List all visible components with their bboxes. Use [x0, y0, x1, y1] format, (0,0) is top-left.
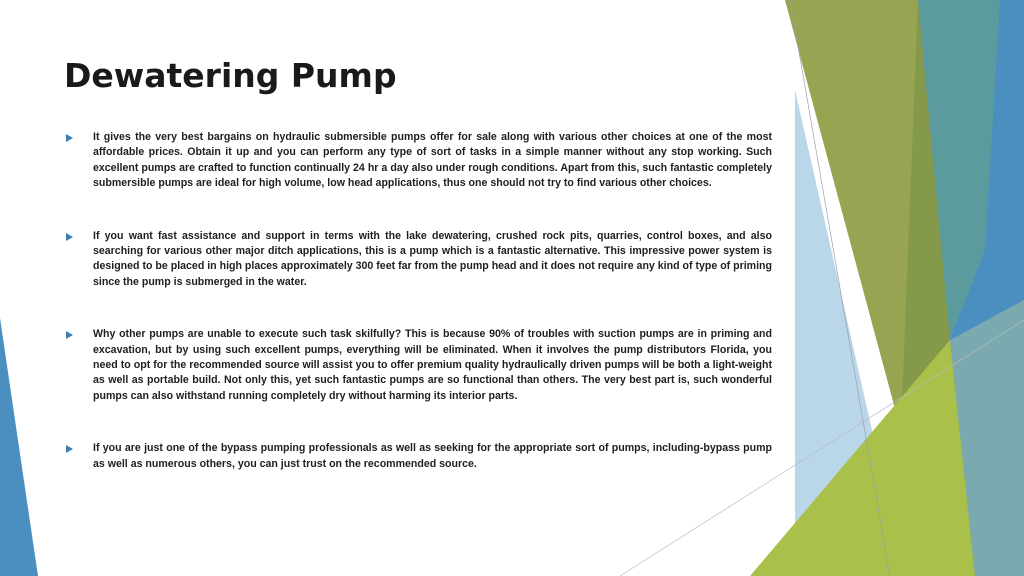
- bullet-text: Why other pumps are unable to execute such task skilfully? This is because 90% of troubles with suction pumps are in priming and excavation, but by using such excellent pumps, everything will be eliminated. When it involves the pump distributors Florida, you need to opt for the recommended source will assist you to offer premium quality hydraulically driven pumps will be both a light-weight as well as portable build. Not only this, yet such fantastic pumps are so functional than others. The very best part is, such wonderful pumps can also withstand running completely dry without harming its interior parts.: [93, 328, 772, 402]
- bullet-item: [64, 441, 772, 472]
- bullet-item: [64, 130, 772, 192]
- bullet-item: [64, 327, 772, 404]
- bullet-item: [64, 229, 772, 291]
- bullet-text: If you are just one of the bypass pumping professionals as well as seeking for the appropriate sort of pumps, including-bypass pump as well as numerous others, you can just trust on the recommended source.: [93, 442, 772, 470]
- bullet-text: If you want fast assistance and support in terms with the lake dewatering, crushed rock pits, quarries, control boxes, and also searching for various other major ditch applications, this is a pump which is a fantastic alternative. This impressive power system is designed to be placed in high places approximately 300 feet far from the pump head and it does not require any kind of type of priming since the pump is submerged in the water.: [93, 229, 772, 288]
- lime-facet: [750, 340, 975, 576]
- bullet-arrow-icon: [66, 134, 73, 142]
- bullet-arrow-icon: [66, 233, 73, 241]
- bullet-text: It gives the very best bargains on hydraulic submersible pumps offer for sale along with various other choices at one of the most affordable prices. Obtain it up and you can perform any type of sort of tasks in a simple manner without any stop working. Such excellent pumps are crafted to function continually 24 hr a day also under rough conditions. Apart from this, such fantastic completely submersible pumps are ideal for high volume, low head applications, thus one should not try to find various other choices.: [93, 131, 772, 190]
- bullet-arrow-icon: [66, 331, 73, 339]
- left-blue-sliver: [0, 318, 38, 576]
- bullet-arrow-icon: [66, 445, 73, 453]
- bullet-list: [64, 130, 772, 472]
- slide-title: Dewatering Pump: [64, 56, 397, 95]
